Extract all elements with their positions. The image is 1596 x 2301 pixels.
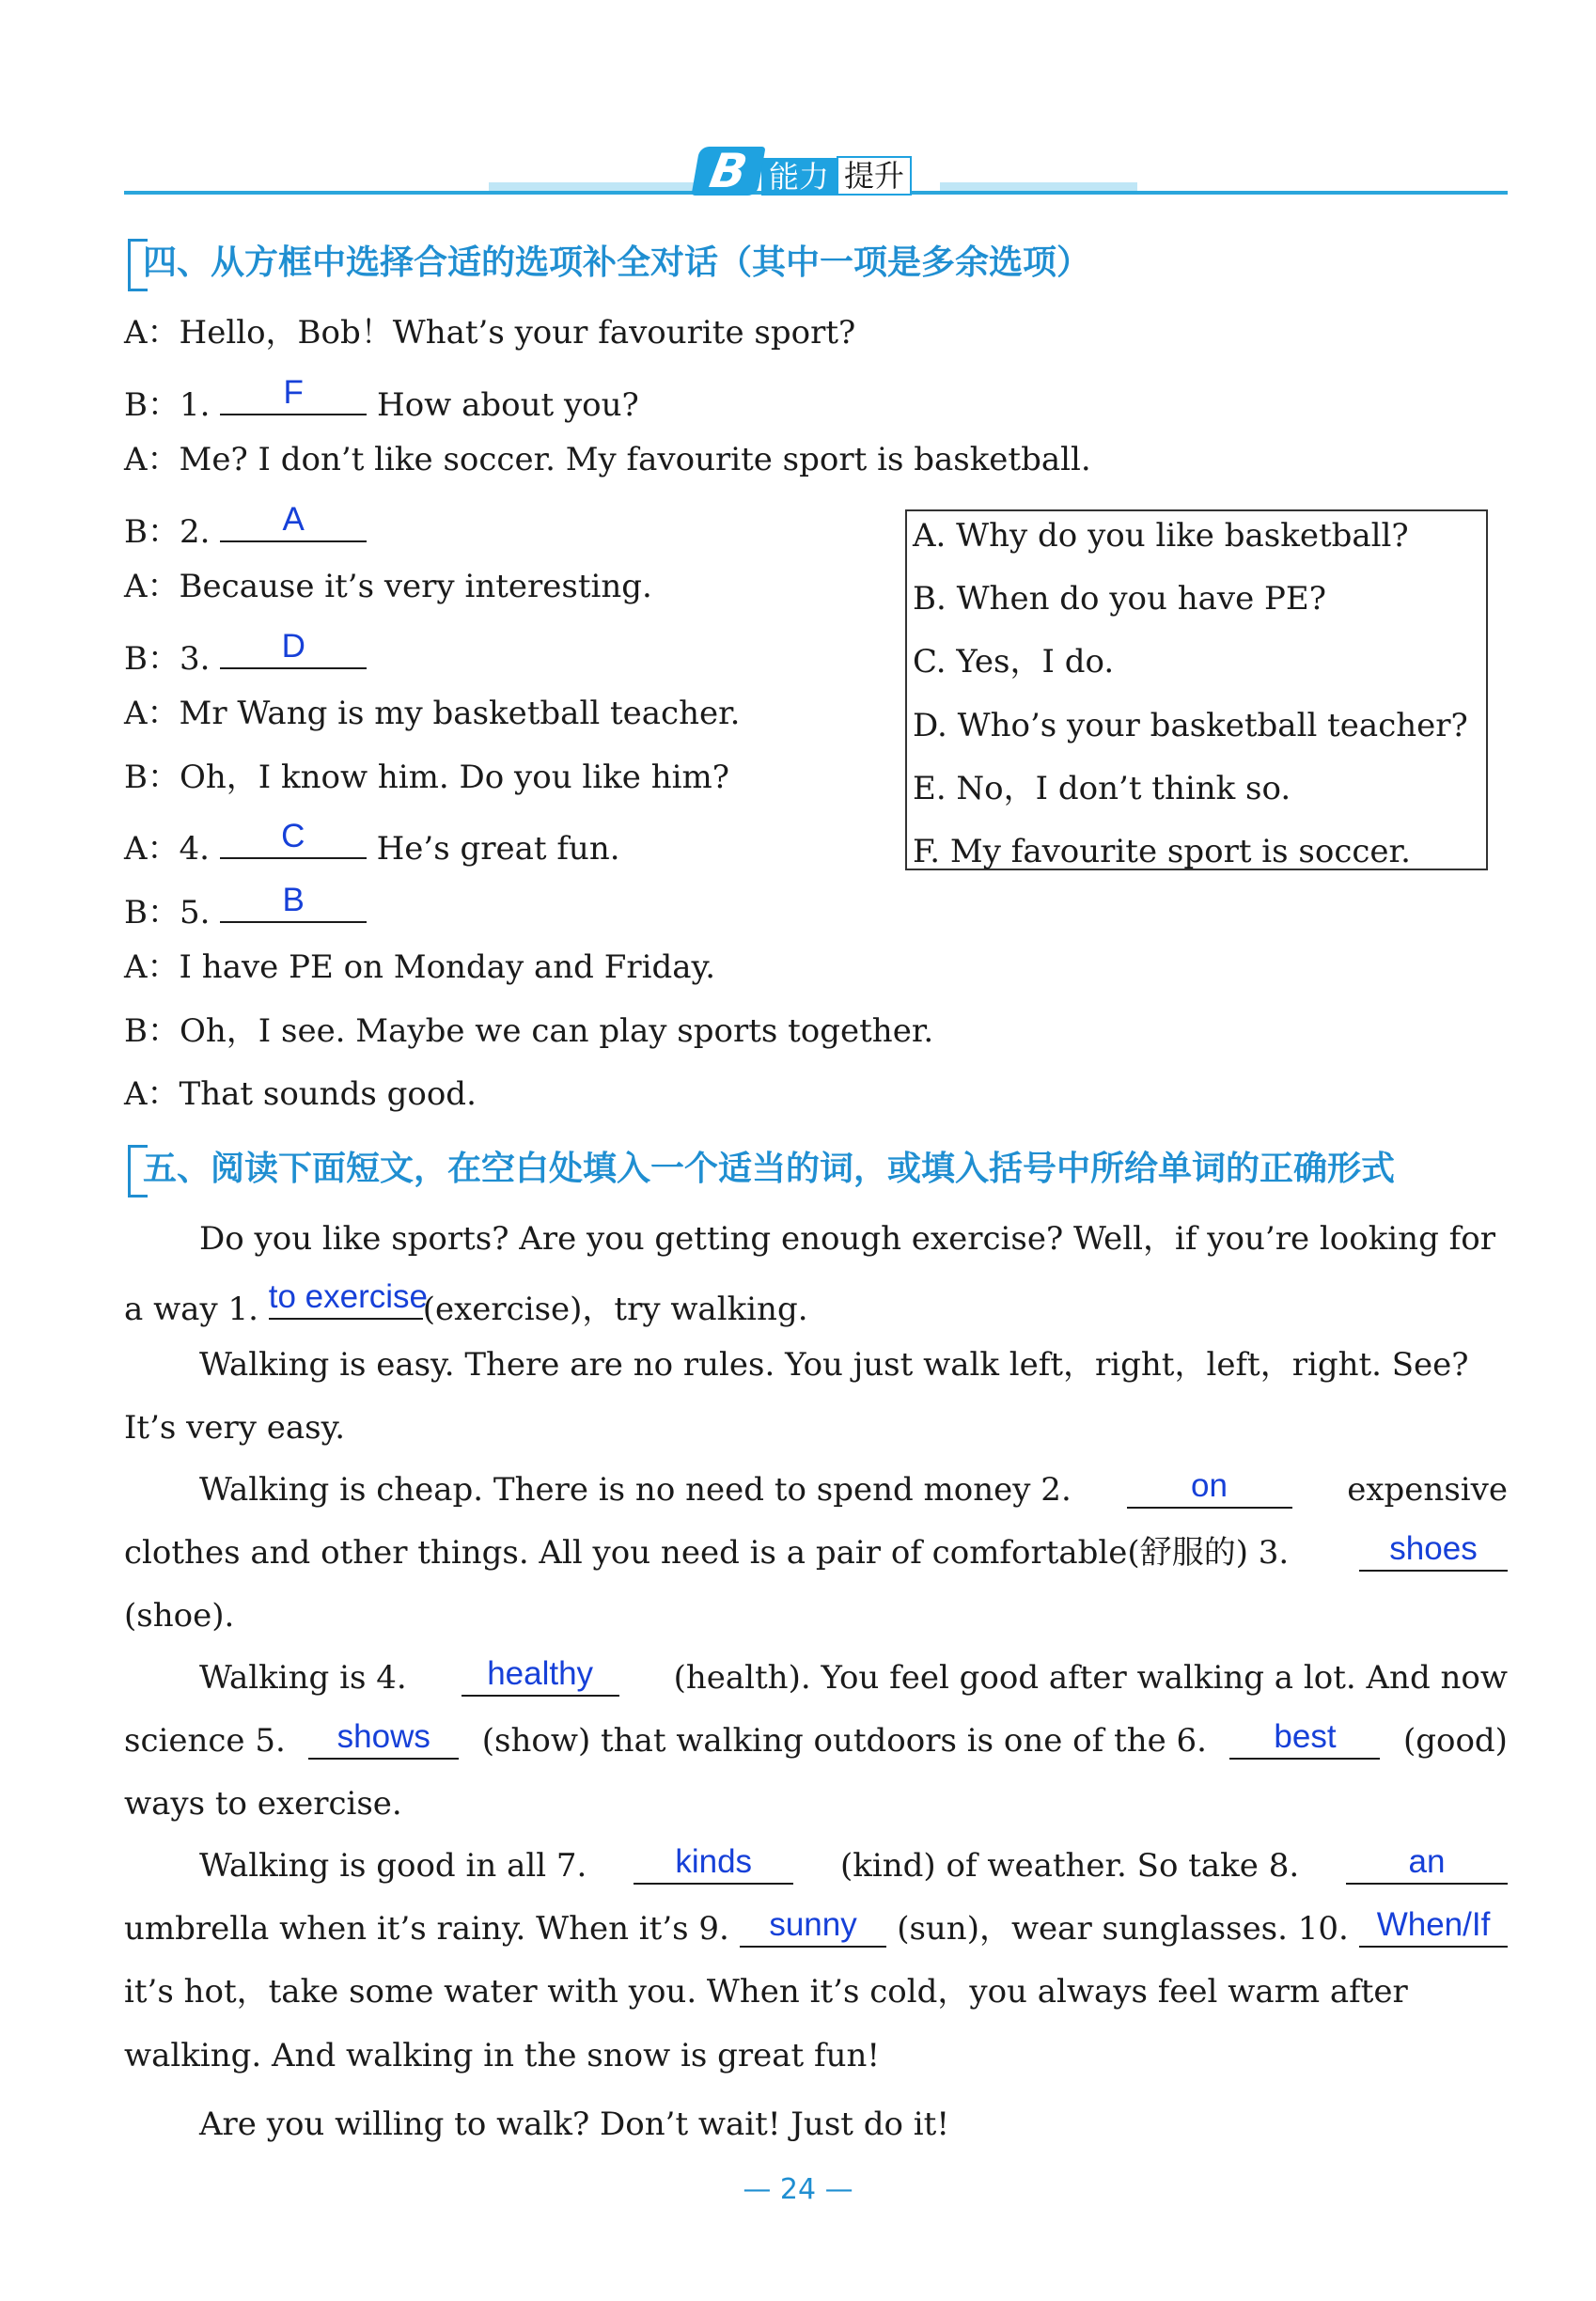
passage-line: umbrella when it’s rainy. When it’s 9. sunny (sun)，wear sunglasses. 10. When/If [124,1908,1508,1949]
dialogue-line: B：3. D [124,630,367,680]
answer-blank-4: C [220,820,367,859]
dialogue-line: A：Because it’s very interesting. [124,568,652,605]
dialogue-line: B：2. A [124,503,367,553]
passage-line: a way 1. to exercise (exercise)，try walking. [124,1278,808,1328]
answer-blank-2: A [220,503,367,542]
dialogue-line: A：Me? I don’t like soccer. My favourite sport is basketball. [124,441,1091,478]
answer-blank-5: B [220,884,367,923]
dialogue-line: A：4. C He’s great fun. [124,818,620,868]
passage-blank-2: on [1127,1469,1292,1509]
option-a: A. Why do you like basketball? [913,517,1409,555]
option-d: D. Who’s your basketball teacher? [913,707,1468,744]
option-e: E. No，I don’t think so. [913,770,1291,807]
dialogue-line: A：That sounds good. [124,1075,477,1113]
passage-line: Walking is easy. There are no rules. You just walk left，right，left，right. See? [199,1346,1469,1384]
options-box [905,509,1488,870]
passage-line: It’s very easy. [124,1409,346,1447]
answer-blank-3: D [220,630,367,669]
passage-blank-5: shows [308,1720,459,1760]
dialogue-line: A：Hello，Bob！What’s your favourite sport? [124,314,856,352]
passage-line: Walking is good in all 7. kinds (kind) of weather. So take 8. an [124,1845,1508,1886]
passage-line: (shoe). [124,1597,235,1635]
passage-line: Do you like sports? Are you getting enough exercise? Well，if you’re looking for [199,1220,1495,1258]
passage-blank-3: shoes [1359,1532,1508,1572]
passage-blank-6: best [1229,1720,1380,1760]
passage-blank-4: healthy [462,1657,619,1697]
passage-blank-9: sunny [740,1908,886,1948]
passage-line: walking. And walking in the snow is great fun! [124,2037,881,2074]
passage-line: clothes and other things. All you need is a pair of comfortable(舒服的) 3. shoes [124,1532,1508,1573]
passage-line: Walking is 4. healthy (health). You feel good after walking a lot. And now [199,1655,1508,1697]
passage-line: Are you willing to walk? Don’t wait! Just do it! [199,2105,949,2143]
badge-label-improve: 提升 [837,156,912,196]
passage-blank-10: When/If [1359,1908,1508,1948]
passage-line: science 5. shows (show) that walking outdoors is one of the 6. best (good) [124,1718,1508,1760]
option-f: F. My favourite sport is soccer. [913,833,1411,870]
section-badge [696,144,912,198]
passage-blank-8: an [1346,1845,1508,1885]
badge-label-ability: 能力 [761,158,837,196]
dialogue-line: A：I have PE on Monday and Friday. [124,948,715,986]
dialogue-line: B：Oh，I know him. Do you like him? [124,759,729,796]
option-c: C. Yes，I do. [913,643,1115,681]
passage-blank-1: to exercise [269,1280,423,1320]
passage-line: Walking is cheap. There is no need to spend money 2. on expensive [199,1467,1508,1509]
answer-blank-1: F [220,376,367,415]
passage-line: it’s hot，take some water with you. When it’s cold，you always feel warm after [124,1973,1408,2011]
option-b: B. When do you have PE? [913,580,1326,618]
dialogue-line: B：5. B [124,884,367,933]
passage-blank-7: kinds [634,1845,793,1885]
dialogue-line: B：1. F How about you? [124,374,639,424]
badge-b-logo: B [691,147,765,196]
dialogue-line: A：Mr Wang is my basketball teacher. [124,695,741,732]
page-number: — 24 — [743,2173,853,2206]
section-5-title: 五、阅读下面短文，在空白处填入一个适当的词，或填入括号中所给单词的正确形式 [128,1145,1380,1194]
passage-line: ways to exercise. [124,1785,402,1823]
dialogue-line: B：Oh，I see. Maybe we can play sports together. [124,1012,934,1050]
section-4-title: 四、从方框中选择合适的选项补全对话（其中一项是多余选项） [128,239,1075,288]
